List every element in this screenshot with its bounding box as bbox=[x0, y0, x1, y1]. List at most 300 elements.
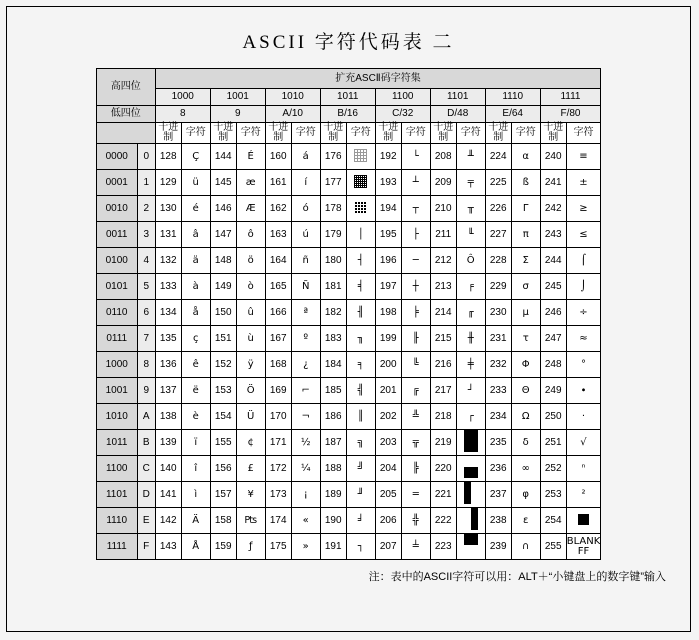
chr-E-4: ╬ bbox=[401, 508, 430, 534]
dec-4-2: 164 bbox=[265, 248, 291, 274]
chr-3-6: π bbox=[511, 222, 540, 248]
sub-chr-7: 字符 bbox=[566, 123, 601, 144]
chr-5-4: ┼ bbox=[401, 274, 430, 300]
dec-3-6: 227 bbox=[485, 222, 511, 248]
dec-5-0: 133 bbox=[155, 274, 181, 300]
chr-8-7: ° bbox=[566, 352, 601, 378]
chr-E-2: « bbox=[291, 508, 320, 534]
chr-3-4: ├ bbox=[401, 222, 430, 248]
dec-6-2: 166 bbox=[265, 300, 291, 326]
dec-3-1: 147 bbox=[210, 222, 236, 248]
dec-A-0: 138 bbox=[155, 404, 181, 430]
dec-7-5: 215 bbox=[430, 326, 456, 352]
chr-5-2: Ñ bbox=[291, 274, 320, 300]
dec-9-7: 249 bbox=[540, 378, 566, 404]
chr-A-0: è bbox=[181, 404, 210, 430]
col-bin-5: 1101 bbox=[430, 89, 485, 106]
blank-ff-line: FF bbox=[577, 545, 590, 557]
dec-5-5: 213 bbox=[430, 274, 456, 300]
chr-4-3: ┤ bbox=[346, 248, 375, 274]
row-hex-8: 8 bbox=[137, 352, 155, 378]
dec-0-0: 128 bbox=[155, 144, 181, 170]
chr-6-2: ª bbox=[291, 300, 320, 326]
chr-6-3: ╢ bbox=[346, 300, 375, 326]
chr-5-1: ò bbox=[236, 274, 265, 300]
chr-4-1: ö bbox=[236, 248, 265, 274]
dec-9-6: 233 bbox=[485, 378, 511, 404]
dec-1-1: 145 bbox=[210, 170, 236, 196]
dec-E-6: 238 bbox=[485, 508, 511, 534]
dec-6-7: 246 bbox=[540, 300, 566, 326]
dec-B-2: 171 bbox=[265, 430, 291, 456]
dec-C-4: 204 bbox=[375, 456, 401, 482]
chr-F-0: Å bbox=[181, 534, 210, 560]
dec-5-4: 197 bbox=[375, 274, 401, 300]
sub-dec-0: 十进制 bbox=[155, 123, 181, 144]
dec-E-4: 206 bbox=[375, 508, 401, 534]
dec-7-2: 167 bbox=[265, 326, 291, 352]
chr-7-7: ≈ bbox=[566, 326, 601, 352]
dec-F-0: 143 bbox=[155, 534, 181, 560]
chr-0-5: ╨ bbox=[456, 144, 485, 170]
chr-F-5 bbox=[456, 534, 485, 560]
sub-dec-1: 十进制 bbox=[210, 123, 236, 144]
dec-3-0: 131 bbox=[155, 222, 181, 248]
dec-7-1: 151 bbox=[210, 326, 236, 352]
dec-F-4: 207 bbox=[375, 534, 401, 560]
chr-F-2: » bbox=[291, 534, 320, 560]
dec-9-4: 201 bbox=[375, 378, 401, 404]
chr-9-6: Θ bbox=[511, 378, 540, 404]
chr-B-6: δ bbox=[511, 430, 540, 456]
col-bin-2: 1010 bbox=[265, 89, 320, 106]
chr-D-1: ¥ bbox=[236, 482, 265, 508]
sub-chr-6: 字符 bbox=[511, 123, 540, 144]
dec-4-0: 132 bbox=[155, 248, 181, 274]
dec-D-5: 221 bbox=[430, 482, 456, 508]
table-row bbox=[96, 300, 601, 326]
chr-6-6: µ bbox=[511, 300, 540, 326]
dec-B-3: 187 bbox=[320, 430, 346, 456]
chr-1-7: ± bbox=[566, 170, 601, 196]
chr-9-1: Ö bbox=[236, 378, 265, 404]
chr-8-3: ╕ bbox=[346, 352, 375, 378]
chr-B-4: ╦ bbox=[401, 430, 430, 456]
dec-2-1: 146 bbox=[210, 196, 236, 222]
dec-7-7: 247 bbox=[540, 326, 566, 352]
chr-2-0: é bbox=[181, 196, 210, 222]
chr-B-7: √ bbox=[566, 430, 601, 456]
chr-0-0: Ç bbox=[181, 144, 210, 170]
row-hex-15: F bbox=[137, 534, 155, 560]
dec-B-6: 235 bbox=[485, 430, 511, 456]
chr-1-4: ┴ bbox=[401, 170, 430, 196]
sub-chr-3: 字符 bbox=[346, 123, 375, 144]
chr-1-6: ß bbox=[511, 170, 540, 196]
chr-8-1: ÿ bbox=[236, 352, 265, 378]
chr-3-3: │ bbox=[346, 222, 375, 248]
col-dec-1: 9 bbox=[210, 106, 265, 123]
dec-6-5: 214 bbox=[430, 300, 456, 326]
chr-6-1: û bbox=[236, 300, 265, 326]
row-bin-1: 0001 bbox=[96, 170, 137, 196]
low-bits-spacer bbox=[96, 123, 155, 144]
chr-4-0: ä bbox=[181, 248, 210, 274]
dec-B-4: 203 bbox=[375, 430, 401, 456]
dec-6-4: 198 bbox=[375, 300, 401, 326]
dec-8-2: 168 bbox=[265, 352, 291, 378]
chr-D-7: ² bbox=[566, 482, 601, 508]
dec-A-5: 218 bbox=[430, 404, 456, 430]
dec-9-2: 169 bbox=[265, 378, 291, 404]
chr-5-5: ╒ bbox=[456, 274, 485, 300]
dec-3-7: 243 bbox=[540, 222, 566, 248]
chr-F-7 bbox=[566, 534, 601, 560]
table-row bbox=[96, 456, 601, 482]
chr-2-3 bbox=[346, 196, 375, 222]
row-bin-12: 1100 bbox=[96, 456, 137, 482]
sub-chr-1: 字符 bbox=[236, 123, 265, 144]
ascii-table bbox=[96, 68, 602, 560]
table-row bbox=[96, 144, 601, 170]
chr-9-4: ╔ bbox=[401, 378, 430, 404]
dec-4-1: 148 bbox=[210, 248, 236, 274]
table-row bbox=[96, 534, 601, 560]
dec-6-3: 182 bbox=[320, 300, 346, 326]
chr-B-1: ¢ bbox=[236, 430, 265, 456]
chr-9-7: ∙ bbox=[566, 378, 601, 404]
col-dec-5: D/48 bbox=[430, 106, 485, 123]
row-hex-7: 7 bbox=[137, 326, 155, 352]
chr-C-1: £ bbox=[236, 456, 265, 482]
row-hex-9: 9 bbox=[137, 378, 155, 404]
row-hex-13: D bbox=[137, 482, 155, 508]
sub-dec-2: 十进制 bbox=[265, 123, 291, 144]
chr-3-0: â bbox=[181, 222, 210, 248]
chr-1-3 bbox=[346, 170, 375, 196]
dec-1-7: 241 bbox=[540, 170, 566, 196]
dec-F-1: 159 bbox=[210, 534, 236, 560]
chr-0-3 bbox=[346, 144, 375, 170]
dec-D-0: 141 bbox=[155, 482, 181, 508]
solid-square bbox=[578, 514, 589, 525]
chr-9-5: ┘ bbox=[456, 378, 485, 404]
table-row bbox=[96, 274, 601, 300]
dec-A-4: 202 bbox=[375, 404, 401, 430]
col-bin-1: 1001 bbox=[210, 89, 265, 106]
chr-E-5 bbox=[456, 508, 485, 534]
dec-A-2: 170 bbox=[265, 404, 291, 430]
dec-8-0: 136 bbox=[155, 352, 181, 378]
row-hex-11: B bbox=[137, 430, 155, 456]
dec-E-0: 142 bbox=[155, 508, 181, 534]
dec-D-6: 237 bbox=[485, 482, 511, 508]
dec-0-4: 192 bbox=[375, 144, 401, 170]
chr-1-1: æ bbox=[236, 170, 265, 196]
row-hex-2: 2 bbox=[137, 196, 155, 222]
chr-8-2: ¿ bbox=[291, 352, 320, 378]
dec-4-3: 180 bbox=[320, 248, 346, 274]
chr-4-2: ñ bbox=[291, 248, 320, 274]
shade-block bbox=[354, 175, 367, 188]
row-bin-2: 0010 bbox=[96, 196, 137, 222]
chr-8-4: ╚ bbox=[401, 352, 430, 378]
chr-7-5: ╫ bbox=[456, 326, 485, 352]
dec-2-5: 210 bbox=[430, 196, 456, 222]
chr-B-2: ½ bbox=[291, 430, 320, 456]
table-row bbox=[96, 378, 601, 404]
col-dec-2: A/10 bbox=[265, 106, 320, 123]
col-bin-7: 1111 bbox=[540, 89, 601, 106]
chr-F-3: ┐ bbox=[346, 534, 375, 560]
chr-1-2: í bbox=[291, 170, 320, 196]
chr-F-6: ∩ bbox=[511, 534, 540, 560]
dec-7-6: 231 bbox=[485, 326, 511, 352]
chr-A-6: Ω bbox=[511, 404, 540, 430]
chr-A-7: · bbox=[566, 404, 601, 430]
dec-A-6: 234 bbox=[485, 404, 511, 430]
sub-chr-5: 字符 bbox=[456, 123, 485, 144]
chr-5-7: ⌡ bbox=[566, 274, 601, 300]
row-hex-5: 5 bbox=[137, 274, 155, 300]
dec-4-6: 228 bbox=[485, 248, 511, 274]
dec-0-7: 240 bbox=[540, 144, 566, 170]
dec-9-0: 137 bbox=[155, 378, 181, 404]
dec-5-7: 245 bbox=[540, 274, 566, 300]
dec-4-4: 196 bbox=[375, 248, 401, 274]
row-hex-6: 6 bbox=[137, 300, 155, 326]
row-bin-10: 1010 bbox=[96, 404, 137, 430]
chr-0-1: É bbox=[236, 144, 265, 170]
chr-D-6: φ bbox=[511, 482, 540, 508]
chr-3-5: ╙ bbox=[456, 222, 485, 248]
chr-C-5 bbox=[456, 456, 485, 482]
col-dec-0: 8 bbox=[155, 106, 210, 123]
chr-C-3: ╝ bbox=[346, 456, 375, 482]
row-bin-7: 0111 bbox=[96, 326, 137, 352]
chr-2-2: ó bbox=[291, 196, 320, 222]
full-block bbox=[464, 430, 478, 452]
dec-A-1: 154 bbox=[210, 404, 236, 430]
dec-5-3: 181 bbox=[320, 274, 346, 300]
col-bin-6: 1110 bbox=[485, 89, 540, 106]
dec-C-1: 156 bbox=[210, 456, 236, 482]
chr-0-6: α bbox=[511, 144, 540, 170]
group-title: 扩充ASCⅡ码字符集 bbox=[155, 69, 601, 89]
dec-1-2: 161 bbox=[265, 170, 291, 196]
chr-8-0: ê bbox=[181, 352, 210, 378]
right-half-block bbox=[464, 508, 478, 530]
chr-C-6: ∞ bbox=[511, 456, 540, 482]
dec-5-2: 165 bbox=[265, 274, 291, 300]
chr-F-1: ƒ bbox=[236, 534, 265, 560]
dec-B-7: 251 bbox=[540, 430, 566, 456]
sub-dec-6: 十进制 bbox=[485, 123, 511, 144]
dec-0-3: 176 bbox=[320, 144, 346, 170]
dec-F-6: 239 bbox=[485, 534, 511, 560]
chr-2-7: ≥ bbox=[566, 196, 601, 222]
chr-7-2: º bbox=[291, 326, 320, 352]
dec-8-3: 184 bbox=[320, 352, 346, 378]
table-row bbox=[96, 248, 601, 274]
col-dec-4: C/32 bbox=[375, 106, 430, 123]
sub-dec-4: 十进制 bbox=[375, 123, 401, 144]
table-row bbox=[96, 482, 601, 508]
blank-ff-line: BLANK bbox=[566, 535, 601, 547]
chr-0-4: └ bbox=[401, 144, 430, 170]
table-row bbox=[96, 196, 601, 222]
chr-D-4: ═ bbox=[401, 482, 430, 508]
chr-2-4: ┬ bbox=[401, 196, 430, 222]
dec-B-0: 139 bbox=[155, 430, 181, 456]
chr-0-7: ≡ bbox=[566, 144, 601, 170]
dec-E-7: 254 bbox=[540, 508, 566, 534]
chr-F-4: ╧ bbox=[401, 534, 430, 560]
chr-C-2: ¼ bbox=[291, 456, 320, 482]
dec-5-6: 229 bbox=[485, 274, 511, 300]
chr-2-6: Γ bbox=[511, 196, 540, 222]
table-row bbox=[96, 430, 601, 456]
chr-7-1: ù bbox=[236, 326, 265, 352]
dec-2-0: 130 bbox=[155, 196, 181, 222]
dec-9-1: 153 bbox=[210, 378, 236, 404]
row-bin-9: 1001 bbox=[96, 378, 137, 404]
chr-8-6: Φ bbox=[511, 352, 540, 378]
chr-7-4: ╟ bbox=[401, 326, 430, 352]
dec-4-5: 212 bbox=[430, 248, 456, 274]
sub-dec-7: 十进制 bbox=[540, 123, 566, 144]
row-hex-0: 0 bbox=[137, 144, 155, 170]
dec-8-6: 232 bbox=[485, 352, 511, 378]
dec-D-3: 189 bbox=[320, 482, 346, 508]
dec-7-4: 199 bbox=[375, 326, 401, 352]
chr-A-3: ║ bbox=[346, 404, 375, 430]
dec-E-3: 190 bbox=[320, 508, 346, 534]
col-bin-3: 1011 bbox=[320, 89, 375, 106]
chr-6-0: å bbox=[181, 300, 210, 326]
chr-8-5: ╪ bbox=[456, 352, 485, 378]
lower-half-block bbox=[464, 456, 478, 478]
chr-7-3: ╖ bbox=[346, 326, 375, 352]
dec-2-7: 242 bbox=[540, 196, 566, 222]
col-bin-0: 1000 bbox=[155, 89, 210, 106]
dec-8-4: 200 bbox=[375, 352, 401, 378]
chr-1-0: ü bbox=[181, 170, 210, 196]
table-row bbox=[96, 404, 601, 430]
sub-chr-2: 字符 bbox=[291, 123, 320, 144]
dec-F-7: 255 bbox=[540, 534, 566, 560]
chr-0-2: á bbox=[291, 144, 320, 170]
chr-9-0: ë bbox=[181, 378, 210, 404]
chr-E-7 bbox=[566, 508, 601, 534]
dec-D-7: 253 bbox=[540, 482, 566, 508]
chr-6-7: ÷ bbox=[566, 300, 601, 326]
shade-block bbox=[354, 149, 367, 162]
row-hex-4: 4 bbox=[137, 248, 155, 274]
dec-9-5: 217 bbox=[430, 378, 456, 404]
row-hex-10: A bbox=[137, 404, 155, 430]
chr-D-2: ¡ bbox=[291, 482, 320, 508]
dec-E-1: 158 bbox=[210, 508, 236, 534]
row-bin-0: 0000 bbox=[96, 144, 137, 170]
chr-2-5: ╥ bbox=[456, 196, 485, 222]
chr-6-5: ╓ bbox=[456, 300, 485, 326]
footnote: 注：表中的ASCII字符可以用：ALT＋“小键盘上的数字键”输入 bbox=[368, 571, 666, 583]
chr-6-4: ╞ bbox=[401, 300, 430, 326]
dec-8-1: 152 bbox=[210, 352, 236, 378]
chr-7-0: ç bbox=[181, 326, 210, 352]
dec-C-5: 220 bbox=[430, 456, 456, 482]
row-bin-8: 1000 bbox=[96, 352, 137, 378]
upper-half-block bbox=[464, 534, 478, 556]
dec-E-5: 222 bbox=[430, 508, 456, 534]
chr-D-5 bbox=[456, 482, 485, 508]
chr-3-1: ô bbox=[236, 222, 265, 248]
row-hex-14: E bbox=[137, 508, 155, 534]
col-dec-7: F/80 bbox=[540, 106, 601, 123]
dec-7-3: 183 bbox=[320, 326, 346, 352]
dec-0-1: 144 bbox=[210, 144, 236, 170]
dec-D-2: 173 bbox=[265, 482, 291, 508]
table-row bbox=[96, 352, 601, 378]
chr-D-0: ì bbox=[181, 482, 210, 508]
dec-6-1: 150 bbox=[210, 300, 236, 326]
sub-dec-5: 十进制 bbox=[430, 123, 456, 144]
dec-2-6: 226 bbox=[485, 196, 511, 222]
shade-block bbox=[354, 201, 367, 214]
dec-2-4: 194 bbox=[375, 196, 401, 222]
dec-6-0: 134 bbox=[155, 300, 181, 326]
left-half-block bbox=[464, 482, 478, 504]
chr-4-7: ⌠ bbox=[566, 248, 601, 274]
chr-B-3: ╗ bbox=[346, 430, 375, 456]
chr-1-5: ╤ bbox=[456, 170, 485, 196]
row-bin-11: 1011 bbox=[96, 430, 137, 456]
chr-9-2: ⌐ bbox=[291, 378, 320, 404]
sub-dec-3: 十进制 bbox=[320, 123, 346, 144]
dec-F-5: 223 bbox=[430, 534, 456, 560]
dec-8-7: 248 bbox=[540, 352, 566, 378]
dec-C-0: 140 bbox=[155, 456, 181, 482]
row-bin-5: 0101 bbox=[96, 274, 137, 300]
chr-5-0: à bbox=[181, 274, 210, 300]
dec-7-0: 135 bbox=[155, 326, 181, 352]
row-bin-14: 1110 bbox=[96, 508, 137, 534]
dec-0-2: 160 bbox=[265, 144, 291, 170]
chr-C-0: î bbox=[181, 456, 210, 482]
chr-A-2: ¬ bbox=[291, 404, 320, 430]
chr-4-5: Ô bbox=[456, 248, 485, 274]
chr-4-4: ─ bbox=[401, 248, 430, 274]
dec-1-0: 129 bbox=[155, 170, 181, 196]
row-bin-6: 0110 bbox=[96, 300, 137, 326]
row-bin-3: 0011 bbox=[96, 222, 137, 248]
row-hex-3: 3 bbox=[137, 222, 155, 248]
dec-3-4: 195 bbox=[375, 222, 401, 248]
low-bits-label: 低四位 bbox=[96, 106, 155, 123]
row-bin-13: 1101 bbox=[96, 482, 137, 508]
row-bin-4: 0100 bbox=[96, 248, 137, 274]
dec-C-7: 252 bbox=[540, 456, 566, 482]
dec-2-2: 162 bbox=[265, 196, 291, 222]
chr-D-3: ╜ bbox=[346, 482, 375, 508]
chr-A-5: ┌ bbox=[456, 404, 485, 430]
chr-B-0: ï bbox=[181, 430, 210, 456]
chr-2-1: Æ bbox=[236, 196, 265, 222]
dec-1-6: 225 bbox=[485, 170, 511, 196]
dec-A-3: 186 bbox=[320, 404, 346, 430]
chr-5-3: ╡ bbox=[346, 274, 375, 300]
